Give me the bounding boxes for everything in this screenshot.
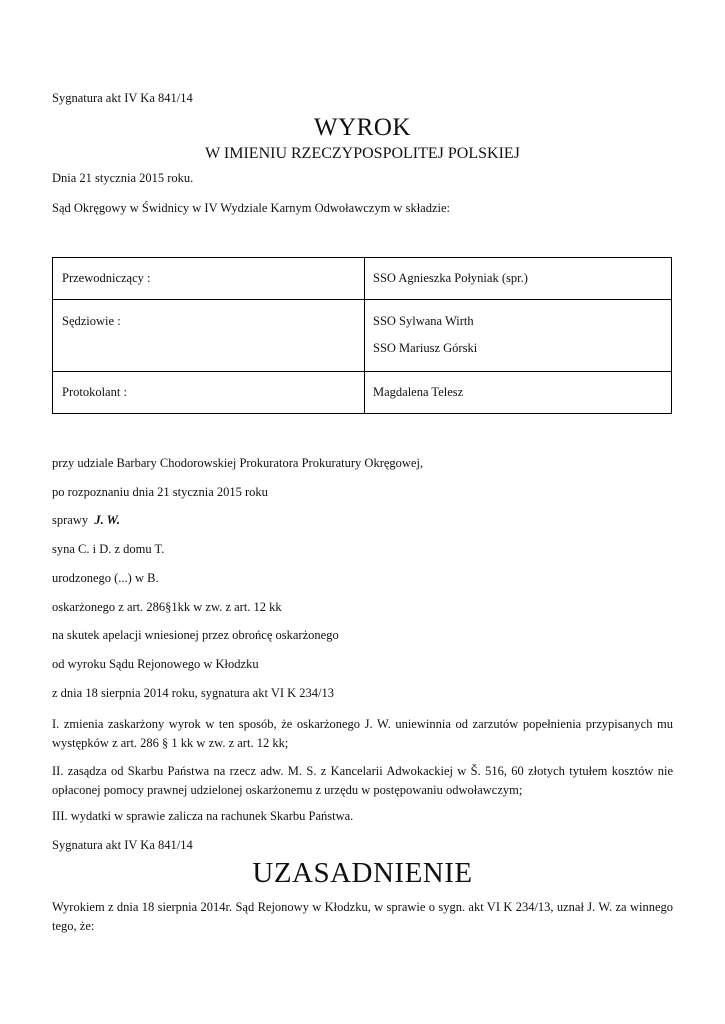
parents-line: syna C. i D. z domu T. [52,542,165,556]
member-name: SSO Agnieszka Połyniak (spr.) [373,271,528,285]
justification-text: Wyrokiem z dnia 18 sierpnia 2014r. Sąd Rejonowy w Kłodzku, w sprawie o sygn. akt VI K 234/13, uznał J. W. za winnego tego, że: [52,900,673,933]
member-name: Magdalena Telesz [373,385,464,399]
panel-table [52,257,672,414]
table-row [53,258,671,300]
ruling-point-2: II. zasądza od Skarbu Państwa na rzecz adw. M. S. z Kancelarii Adwokackiej w Š. 516, 60 złotych tytułem kosztów nie opłaconej pomocy prawnej udzielonej oskarżonemu z urzędu w postępowaniu odwoławczym; [52,764,673,797]
table-row [53,372,671,414]
lower-court-line: od wyroku Sądu Rejonowego w Kłodzku [52,657,259,671]
considered-line: po rozpoznaniu dnia 21 stycznia 2015 roku [52,485,268,499]
ruling-point-1: I. zmienia zaskarżony wyrok w ten sposób, że oskarżonego J. W. uniewinnia od zarzutów popełnienia przypisanych mu występków z art. 286 § 1 kk w zw. z art. 12 kk; [52,717,673,750]
justification-signature: Sygnatura akt IV Ka 841/14 [52,838,193,852]
ruling-point-3: III. wydatki w sprawie zalicza na rachunek Skarbu Państwa. [52,809,354,823]
court-composition: Sąd Okręgowy w Świdnicy w IV Wydziale Karnym Odwoławczym w składzie: [52,201,451,215]
judgment-date: Dnia 21 stycznia 2015 roku. [52,171,194,185]
case-prefix: sprawy [52,513,89,527]
judgment-subtitle: W IMIENIU RZECZYPOSPOLITEJ POLSKIEJ [205,145,520,162]
role-label: Przewodniczący : [62,271,151,285]
role-label: Protokolant : [62,385,127,399]
role-label: Sędziowie : [62,314,121,328]
prosecutor-line: przy udziale Barbary Chodorowskiej Prokuratora Prokuratury Okręgowej, [52,456,424,470]
member-name: SSO Sylwana Wirth [373,314,474,328]
table-row [53,300,671,372]
justification-title: UZASADNIENIE [252,857,473,889]
judgment-title: WYROK [314,114,411,141]
case-signature: Sygnatura akt IV Ka 841/14 [52,91,193,105]
lower-judgment-date: z dnia 18 sierpnia 2014 roku, sygnatura akt VI K 234/13 [52,686,335,700]
birth-line: urodzonego (...) w B. [52,571,159,585]
member-name: SSO Mariusz Górski [373,341,478,355]
defendant-name: J. W. [94,513,120,527]
appeal-line: na skutek apelacji wniesionej przez obrońcę oskarżonego [52,628,339,642]
charge-line: oskarżonego z art. 286§1kk w zw. z art. 12 kk [52,600,282,614]
case-line [52,513,120,528]
